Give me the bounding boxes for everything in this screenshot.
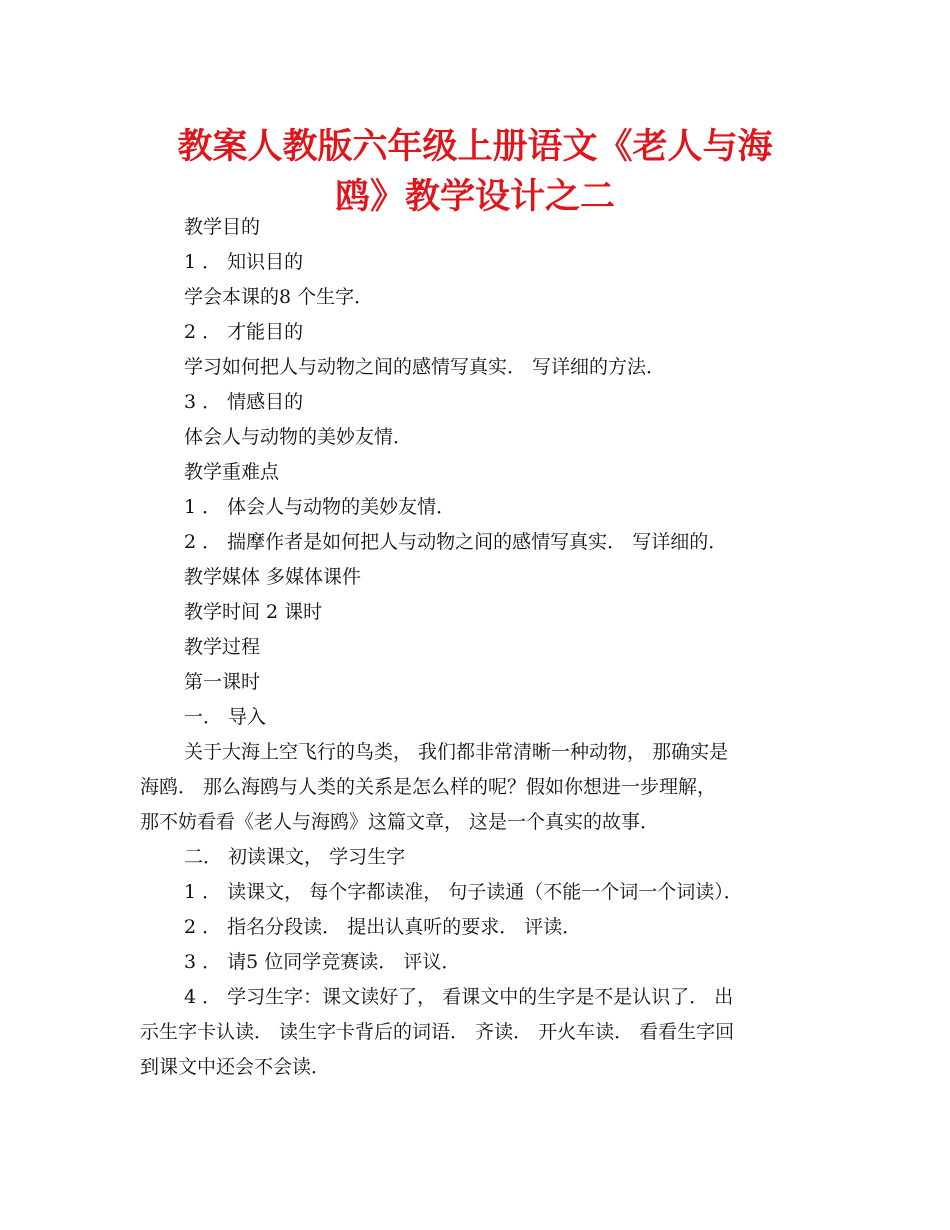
paragraph: 体会人与动物的美妙友情． [184,426,413,448]
title-line-2: 鸥》教学设计之二 [334,177,615,217]
list-item: 4 ． 学习生字：课文读好了， 看课文中的生字是不是认识了． 出 [184,986,734,1008]
list-item: 3 ． 请5 位同学竞赛读． 评议． [184,951,461,973]
list-item: 1 ． 体会人与动物的美妙友情． [184,496,456,518]
document-title [120,122,830,222]
paragraph: 学习如何把人与动物之间的感情写真实． 写详细的方法． [184,356,666,378]
section-heading: 一． 导入 [184,706,267,728]
section-heading: 教学重难点 [184,461,280,483]
list-item: 2 ． 指名分段读． 提出认真听的要求． 评读． [184,916,582,938]
list-item: 3 ． 情感目的 [184,391,304,413]
list-item: 2 ． 才能目的 [184,321,304,343]
document-body [140,210,820,1085]
list-item: 1 ． 知识目的 [184,251,304,273]
paragraph-line: 海鸥． 那么海鸥与人类的关系是怎么样的呢？假如你想进一步理解， [140,776,717,798]
paragraph-line: 那不妨看看《老人与海鸥》这篇文章， 这是一个真实的故事． [140,811,660,833]
paragraph-line: 关于大海上空飞行的鸟类， 我们都非常清晰一种动物， 那确实是 [184,741,729,763]
paragraph: 教学时间 2 课时 [184,601,323,623]
paragraph-line: 示生字卡认读． 读生字卡背后的词语． 齐读． 开火车读． 看看生字回 [140,1021,735,1043]
section-heading: 二． 初读课文， 学习生字 [184,846,406,868]
section-heading: 教学目的 [184,216,261,238]
paragraph-line: 到课文中还会不会读． [140,1056,331,1078]
section-heading: 教学过程 [184,636,261,658]
section-heading: 第一课时 [184,671,261,693]
paragraph: 学会本课的8 个生字． [184,286,374,308]
list-item: 2 ． 揣摩作者是如何把人与动物之间的感情写真实． 写详细的． [184,531,728,553]
paragraph: 教学媒体 多媒体课件 [184,566,362,588]
title-line-1: 教案人教版六年级上册语文《老人与海 [177,127,773,167]
list-item: 1 ． 读课文， 每个字都读准， 句子读通（不能一个词一个词读）． [184,881,743,903]
